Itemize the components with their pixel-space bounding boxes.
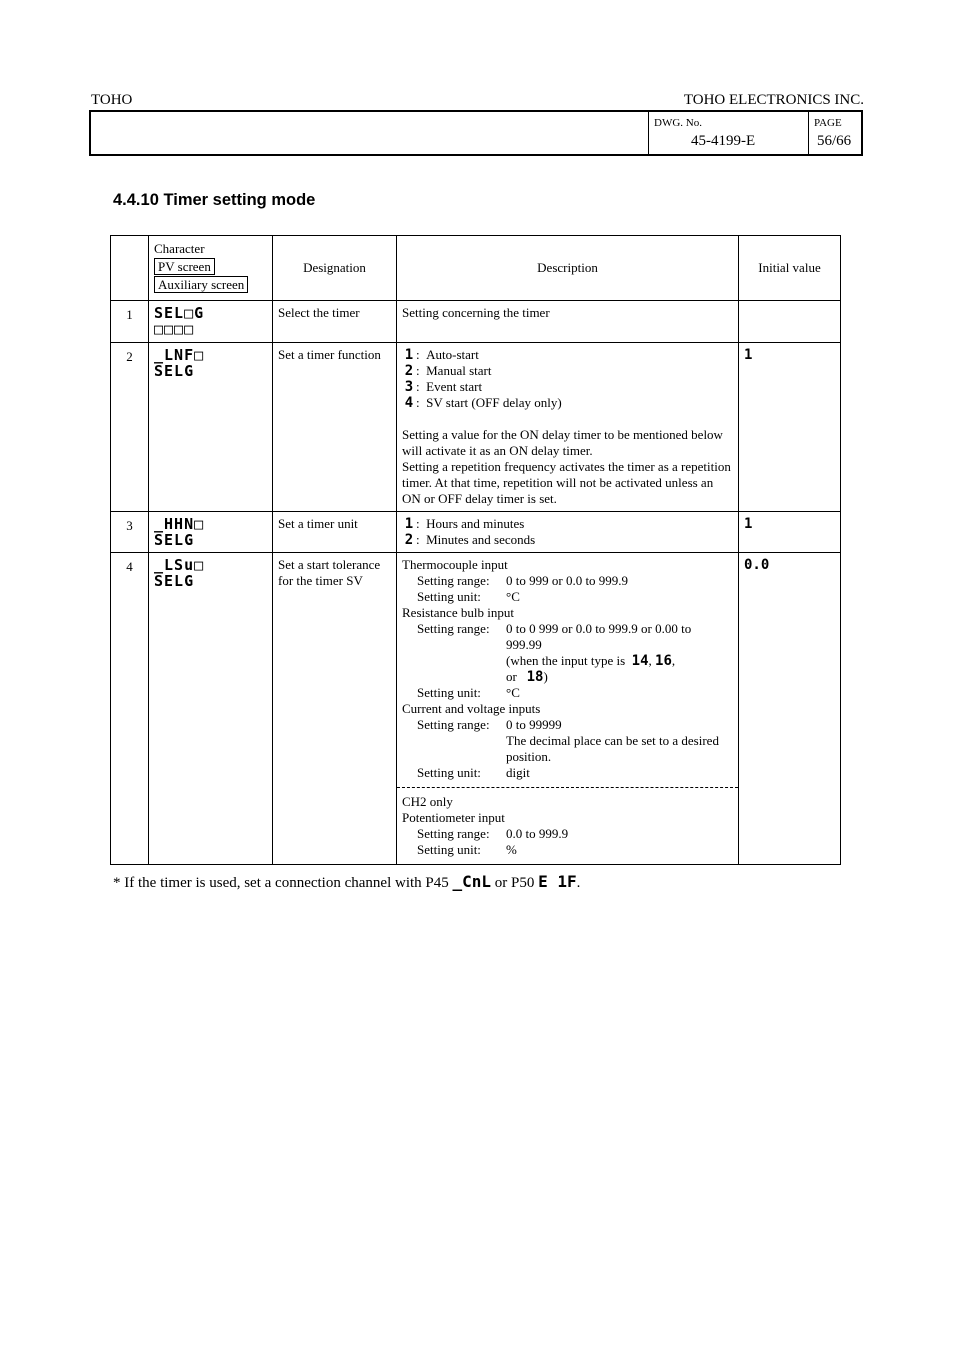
page-cell <box>808 112 861 154</box>
character-cell <box>149 343 273 512</box>
character-label: Character <box>154 241 205 256</box>
description-cell <box>397 512 739 553</box>
option-code: 3 <box>404 379 414 395</box>
description-cell <box>397 343 739 512</box>
thermocouple-unit: Setting unit: °C <box>417 589 520 604</box>
table-header-row <box>111 236 841 301</box>
row-number: 2 <box>111 343 149 512</box>
potentiometer-range: Setting range: 0.0 to 999.9 <box>417 826 569 841</box>
potentiometer-unit: Setting unit: % <box>417 842 517 857</box>
input-type-code: 16 <box>655 653 672 669</box>
initial-value-cell <box>739 343 841 512</box>
drawing-number-value: 45-4199-E <box>691 133 756 149</box>
pv-screen-code: _HHN□ <box>154 515 205 533</box>
character-cell <box>149 301 273 343</box>
row-number: 3 <box>111 512 149 553</box>
resistance-bulb-range-cont: 999.99 <box>506 637 542 652</box>
aux-screen-code: SELG <box>154 362 195 380</box>
option-code: 1 <box>404 347 414 363</box>
footnote: * If the timer is used, set a connection channel with P45 _CnL or P50 E 1F. <box>113 872 581 891</box>
resistance-bulb-range: Setting range: 0 to 0 999 or 0.0 to 999.9 or 0.00 to <box>417 621 692 636</box>
option-item: 2 : Manual start <box>402 363 733 379</box>
option-text: SV start (OFF delay only) <box>426 395 562 410</box>
character-cell <box>149 512 273 553</box>
input-type-code: 14 <box>631 653 649 669</box>
table-row <box>111 301 841 343</box>
option-item: 2 : Minutes and seconds <box>402 532 733 548</box>
aux-screen-code: □□□□ <box>154 320 195 338</box>
resistance-bulb-unit: Setting unit: °C <box>417 685 520 700</box>
table-row <box>111 553 841 865</box>
option-code: 2 <box>404 532 414 548</box>
description-note: Setting a value for the ON delay timer to be mentioned below will activate it as an ON delay timer. <box>402 427 723 458</box>
designation-cell: Set a timer function <box>273 343 397 512</box>
current-voltage-range: Setting range: 0 to 99999 <box>417 717 562 732</box>
designation-cell: Select the timer <box>273 301 397 343</box>
initial-value-header: Initial value <box>739 236 841 301</box>
description-header: Description <box>397 236 739 301</box>
header-company-full: TOHO ELECTRONICS INC. <box>683 92 864 108</box>
parameter-code: _CnL <box>452 872 492 891</box>
table-row <box>111 512 841 553</box>
character-header <box>149 236 273 301</box>
option-code: 2 <box>404 363 414 379</box>
drawing-number-cell <box>648 112 808 154</box>
option-item: 4 : SV start (OFF delay only) <box>402 395 733 411</box>
input-type-code: 18 <box>526 669 544 685</box>
section-title: 4.4.10 Timer setting mode <box>113 191 316 209</box>
resistance-bulb-condition-cont: or 18) <box>506 669 548 685</box>
option-text: Auto-start <box>426 347 479 362</box>
designation-cell: Set a timer unit <box>273 512 397 553</box>
timer-setting-table <box>110 235 841 865</box>
option-text: Hours and minutes <box>426 516 525 531</box>
initial-value: 0.0 <box>744 557 770 573</box>
resistance-bulb-condition: (when the input type is 14, 16, <box>506 653 676 669</box>
option-code: 4 <box>404 395 414 411</box>
current-voltage-note: The decimal place can be set to a desired position. <box>506 733 719 764</box>
row-number: 4 <box>111 553 149 865</box>
option-item: 3 : Event start <box>402 379 733 395</box>
page-label: PAGE <box>814 117 842 129</box>
current-voltage-title: Current and voltage inputs <box>402 701 541 716</box>
option-text: Event start <box>426 379 483 394</box>
aux-screen-code: SELG <box>154 531 195 549</box>
pv-screen-code: SEL□G <box>154 304 205 322</box>
drawing-number-label: DWG. No. <box>654 117 702 129</box>
option-code: 1 <box>404 516 414 532</box>
initial-value-cell <box>739 553 841 865</box>
initial-value: 1 <box>744 516 753 532</box>
parameter-code: E 1F <box>538 872 577 891</box>
aux-screen-label: Auxiliary screen <box>154 276 248 293</box>
potentiometer-title: Potentiometer input <box>402 810 505 825</box>
character-cell <box>149 553 273 865</box>
title-block <box>89 110 863 156</box>
initial-value-cell <box>739 301 841 343</box>
initial-value: 1 <box>744 347 753 363</box>
pv-screen-code: _LSu□ <box>154 556 205 574</box>
pv-screen-code: _LNF□ <box>154 346 205 364</box>
option-item: 1 : Hours and minutes <box>402 516 733 532</box>
option-item: 1 : Auto-start <box>402 347 733 363</box>
aux-screen-code: SELG <box>154 572 195 590</box>
pv-screen-label: PV screen <box>154 258 215 275</box>
page-value: 56/66 <box>817 133 852 149</box>
initial-value-cell <box>739 512 841 553</box>
description-cell: Setting concerning the timer <box>397 301 739 343</box>
description-cell <box>397 553 739 865</box>
header-company-short: TOHO <box>91 92 133 108</box>
thermocouple-title: Thermocouple input <box>402 557 508 572</box>
thermocouple-range: Setting range: 0 to 999 or 0.0 to 999.9 <box>417 573 629 588</box>
designation-cell: Set a start tolerance for the timer SV <box>273 553 397 865</box>
ch2-only-label: CH2 only <box>402 794 453 809</box>
dashed-divider <box>397 787 738 788</box>
resistance-bulb-title: Resistance bulb input <box>402 605 514 620</box>
row-number: 1 <box>111 301 149 343</box>
current-voltage-unit: Setting unit: digit <box>417 765 530 780</box>
option-text: Minutes and seconds <box>426 532 536 547</box>
option-text: Manual start <box>426 363 492 378</box>
description-note: Setting a repetition frequency activates the timer as a repetition timer. At that time, repetition will not be activated unless an ON or OFF delay timer is set. <box>402 459 731 506</box>
table-row <box>111 343 841 512</box>
designation-header: Designation <box>273 236 397 301</box>
